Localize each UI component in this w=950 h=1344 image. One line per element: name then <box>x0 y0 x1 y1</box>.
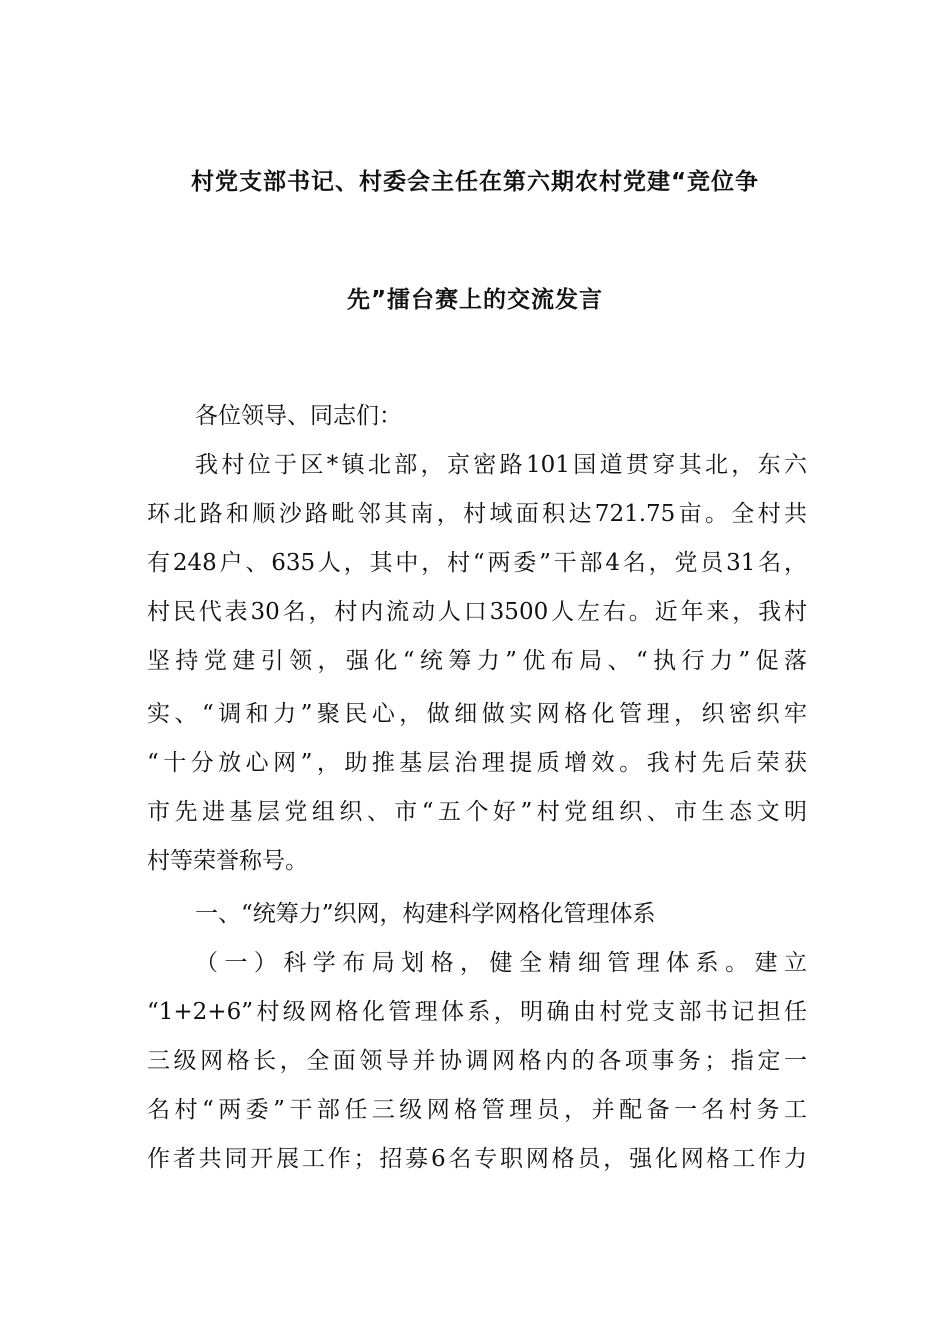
paragraph-1-line: 有248户、635人，其中，村“两委”干部4名，党员31名， <box>147 550 807 576</box>
document-title-line-1: 村党支部书记、村委会主任在第六期农村党建“竞位争 <box>190 169 760 195</box>
paragraph-1-line: 市先进基层党组织、市“五个好”村党组织、市生态文明 <box>147 799 807 825</box>
paragraph-1-line: 坚持党建引领，强化“统筹力”优布局、“执行力”促落 <box>147 648 807 674</box>
paragraph-1-line: 环北路和顺沙路毗邻其南，村域面积达721.75亩。全村共 <box>147 501 807 527</box>
salutation: 各位领导、同志们： <box>195 403 402 429</box>
paragraph-1-line: “十分放心网”，助推基层治理提质增效。我村先后荣获 <box>147 750 807 776</box>
paragraph-1-line: 实、“调和力”聚民心，做细做实网格化管理，织密织牢 <box>147 701 807 727</box>
paragraph-2-line: 作者共同开展工作；招募6名专职网格员，强化网格工作力 <box>147 1146 807 1172</box>
paragraph-2-line: 三级网格长，全面领导并协调网格内的各项事务；指定一 <box>147 1048 807 1074</box>
document-title-line-2: 先”擂台赛上的交流发言 <box>346 287 604 313</box>
paragraph-2-line: “1+2+6”村级网格化管理体系，明确由村党支部书记担任 <box>147 999 807 1025</box>
paragraph-1-line: 村民代表30名，村内流动人口3500人左右。近年来，我村 <box>147 599 807 625</box>
section-1-heading: 一、“统筹力”织网，构建科学网格化管理体系 <box>195 901 656 927</box>
paragraph-2-line: 名村“两委”干部任三级网格管理员，并配备一名村务工 <box>147 1097 807 1123</box>
paragraph-1-line: 我村位于区*镇北部，京密路101国道贯穿其北，东六 <box>195 452 807 478</box>
paragraph-2-line: （一）科学布局划格，健全精细管理体系。建立 <box>195 950 807 976</box>
paragraph-1-line: 村等荣誉称号。 <box>147 848 308 874</box>
